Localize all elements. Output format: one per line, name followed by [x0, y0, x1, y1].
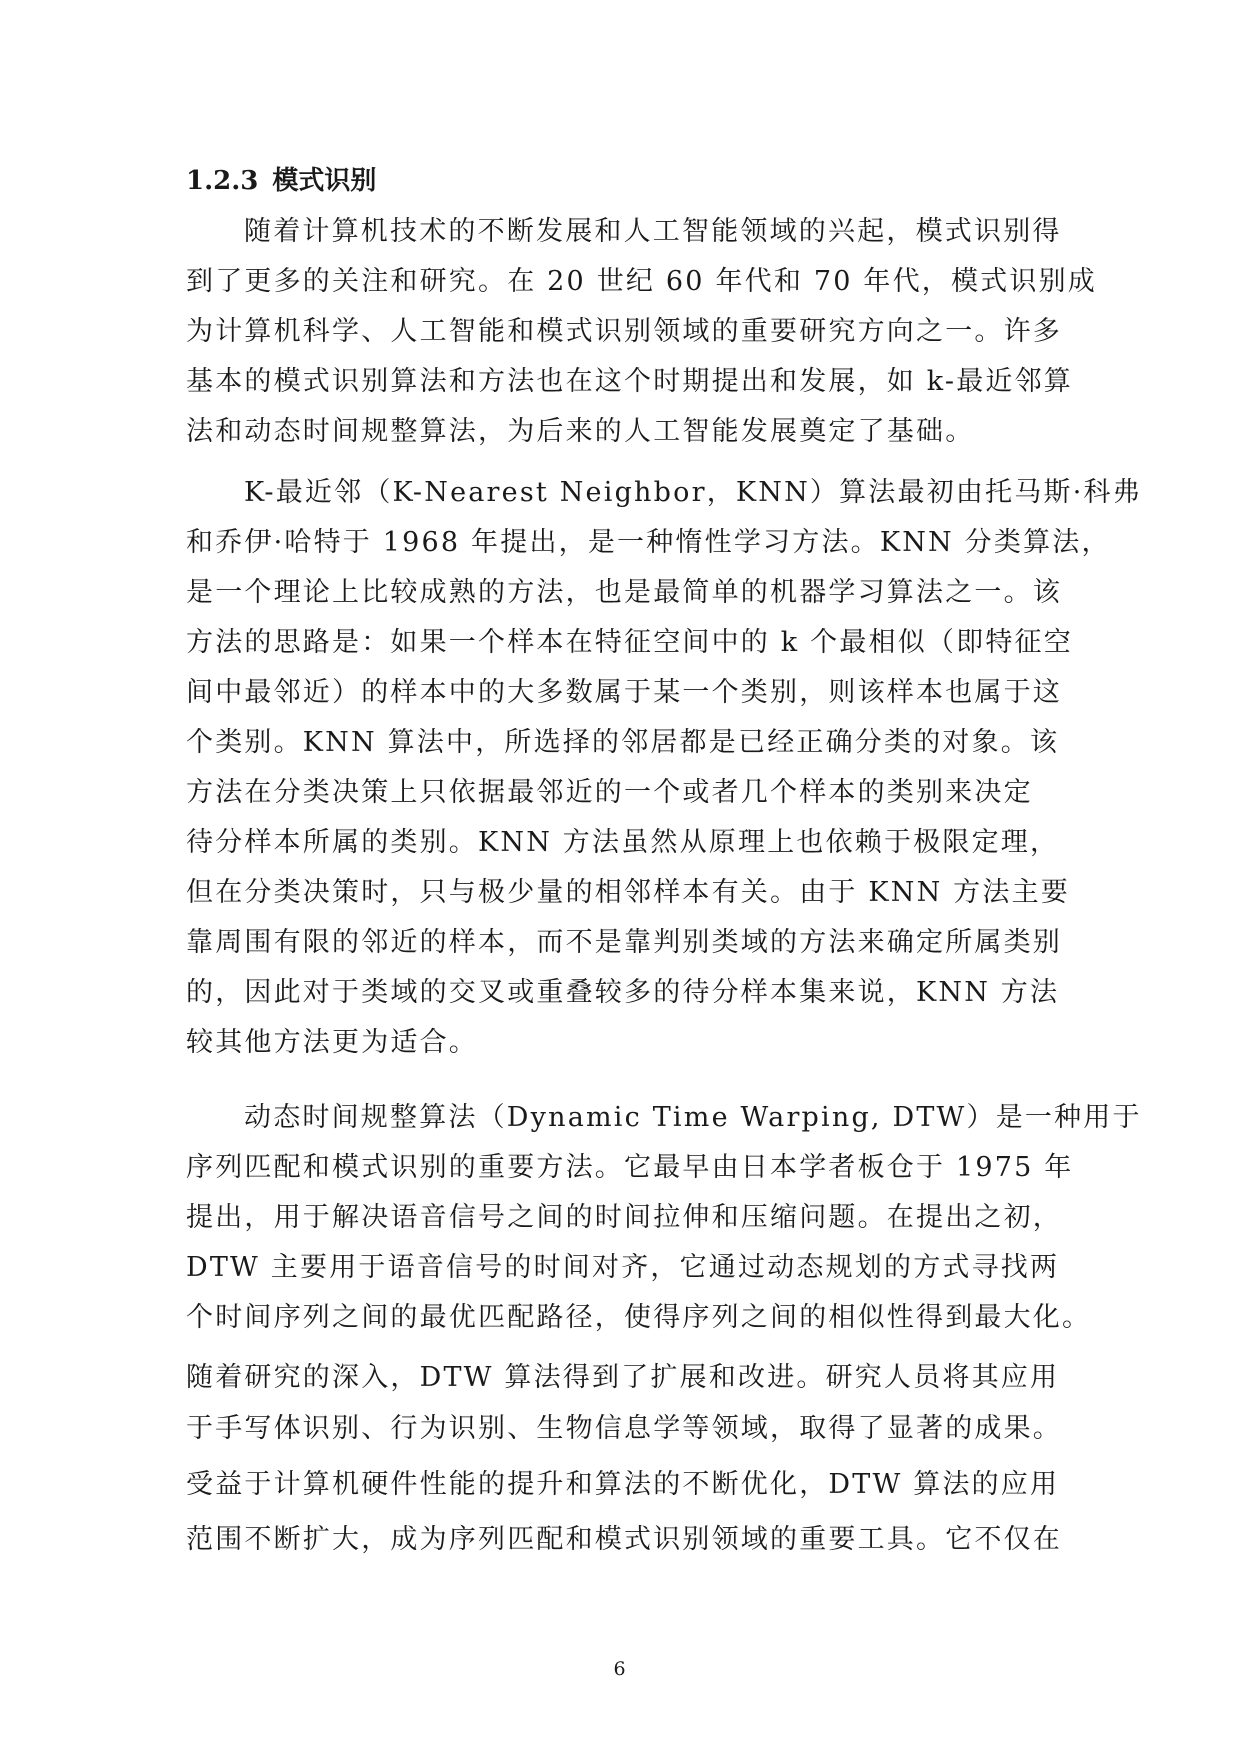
text-line: 个类别。KNN 算法中，所选择的邻居都是已经正确分类的对象。该 [186, 727, 1060, 758]
text-line: 受益于计算机硬件性能的提升和算法的不断优化，DTW 算法的应用 [186, 1469, 1060, 1500]
text-line: 提出，用于解决语音信号之间的时间拉伸和压缩问题。在提出之初， [186, 1202, 1062, 1233]
text-line: 随着研究的深入，DTW 算法得到了扩展和改进。研究人员将其应用 [186, 1362, 1060, 1393]
page-number: 6 [613, 1658, 626, 1680]
text-line: 个时间序列之间的最优匹配路径，使得序列之间的相似性得到最大化。 [186, 1302, 1092, 1333]
text-line: 是一个理论上比较成熟的方法，也是最简单的机器学习算法之一。该 [186, 577, 1062, 608]
text-line: 序列匹配和模式识别的重要方法。它最早由日本学者板仓于 1975 年 [186, 1152, 1074, 1183]
section-heading [186, 164, 376, 198]
text-line: 随着计算机技术的不断发展和人工智能领域的兴起，模式识别得 [244, 216, 1062, 247]
text-line: 到了更多的关注和研究。在 20 世纪 60 年代和 70 年代，模式识别成 [186, 266, 1097, 297]
text-line: 基本的模式识别算法和方法也在这个时期提出和发展，如 k-最近邻算 [186, 366, 1073, 397]
text-line: 和乔伊·哈特于 1968 年提出，是一种惰性学习方法。KNN 分类算法， [186, 527, 1111, 558]
text-line: 法和动态时间规整算法，为后来的人工智能发展奠定了基础。 [186, 416, 975, 447]
text-line: 于手写体识别、行为识别、生物信息学等领域，取得了显著的成果。 [186, 1413, 1062, 1444]
text-line: 方法在分类决策上只依据最邻近的一个或者几个样本的类别来决定 [186, 777, 1033, 808]
text-line: 待分样本所属的类别。KNN 方法虽然从原理上也依赖于极限定理， [186, 827, 1060, 858]
text-line: 方法的思路是：如果一个样本在特征空间中的 k 个最相似（即特征空 [186, 627, 1073, 658]
text-line: 动态时间规整算法（Dynamic Time Warping, DTW）是一种用于 [244, 1102, 1142, 1133]
text-line: 的，因此对于类域的交叉或重叠较多的待分样本集来说，KNN 方法 [186, 977, 1060, 1008]
text-line: 但在分类决策时，只与极少量的相邻样本有关。由于 KNN 方法主要 [186, 877, 1070, 908]
text-line: 靠周围有限的邻近的样本，而不是靠判别类域的方法来确定所属类别 [186, 927, 1062, 958]
section-title: 模式识别 [272, 166, 377, 196]
text-line: K-最近邻（K-Nearest Neighbor，KNN）算法最初由托马斯·科弗 [244, 477, 1142, 508]
text-line: 间中最邻近）的样本中的大多数属于某一个类别，则该样本也属于这 [186, 677, 1062, 708]
text-line: 较其他方法更为适合。 [186, 1027, 478, 1058]
section-number: 1.2.3 [186, 166, 259, 196]
text-line: 为计算机科学、人工智能和模式识别领域的重要研究方向之一。许多 [186, 316, 1062, 347]
text-line: DTW 主要用于语音信号的时间对齐，它通过动态规划的方式寻找两 [186, 1252, 1060, 1283]
text-line: 范围不断扩大，成为序列匹配和模式识别领域的重要工具。它不仅在 [186, 1524, 1062, 1555]
